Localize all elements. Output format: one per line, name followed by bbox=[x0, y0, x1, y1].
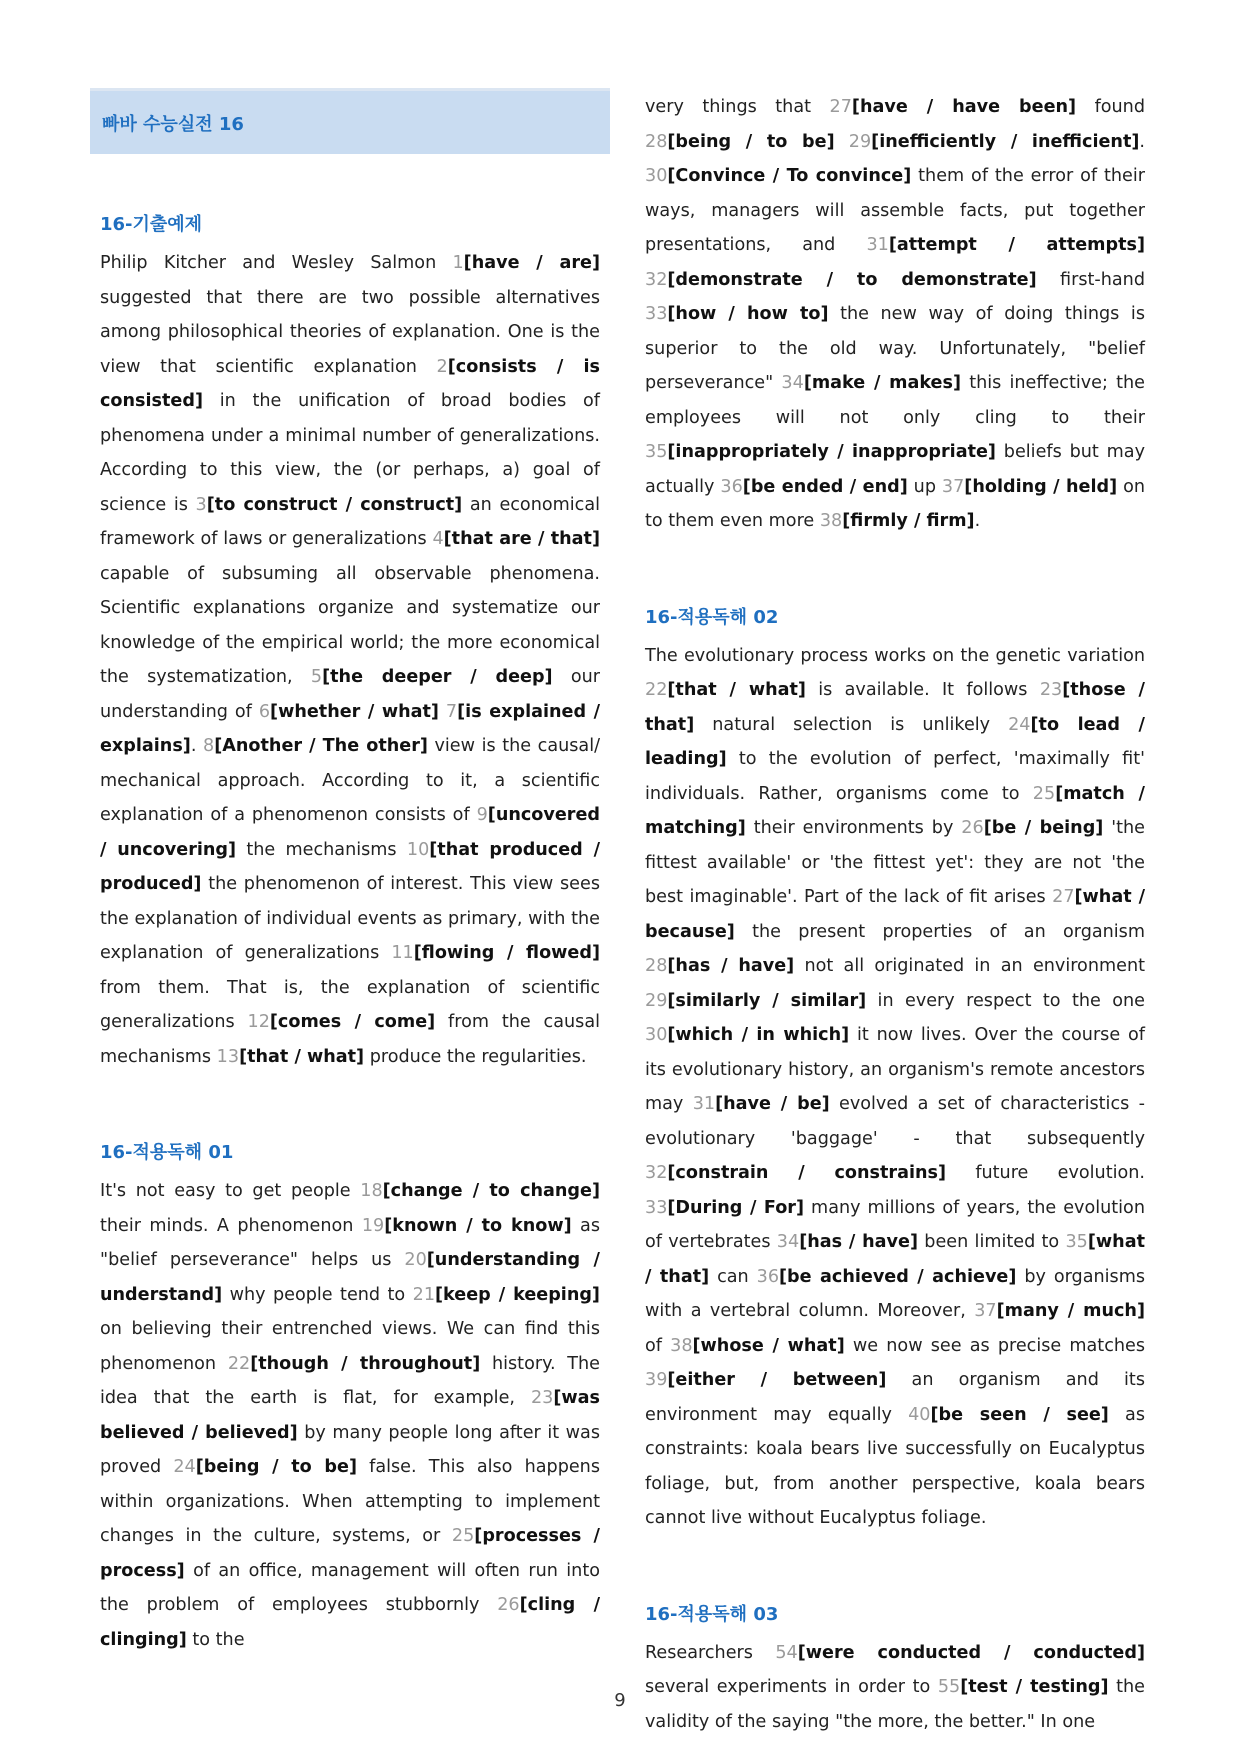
passage-text: our understanding of bbox=[100, 667, 600, 722]
passage-text: the present properties of an organism bbox=[734, 921, 1145, 942]
passage-text: this ineffective; the employees will not only cling to their bbox=[645, 373, 1146, 428]
answer-choice: [to lead / leading] bbox=[645, 714, 1145, 769]
page-number: 9 bbox=[614, 1690, 626, 1711]
passage-text: beliefs but may actually bbox=[645, 442, 1145, 497]
question-number: 25 bbox=[1032, 783, 1056, 804]
question-number: 28 bbox=[645, 131, 668, 152]
answer-choice: [is explained / explains] bbox=[100, 701, 600, 756]
passage-text: 'the fittest available' or 'the fittest yet': they are not 'the best imaginable'. Part of the lack of fit arises bbox=[645, 818, 1145, 907]
passage-text: very things that bbox=[645, 97, 830, 117]
question-number: 30 bbox=[645, 1025, 668, 1045]
passage-text: Philip Kitcher and Wesley Salmon bbox=[100, 253, 453, 273]
question-number: 27 bbox=[1052, 887, 1075, 907]
passage-text: suggested that there are two possible alternatives among philosophical theories of explanation. One is the view that scientific explanation bbox=[100, 287, 600, 377]
question-number: 24 bbox=[1008, 714, 1031, 735]
question-number: 7 bbox=[445, 701, 458, 722]
right-column bbox=[645, 90, 1145, 1739]
question-number: 26 bbox=[961, 818, 984, 838]
answer-choice: [which / in which] bbox=[667, 1025, 850, 1045]
question-number: 34 bbox=[781, 373, 804, 393]
passage-text: found bbox=[1076, 97, 1145, 117]
answer-choice: [test / testing] bbox=[960, 1677, 1109, 1697]
answer-choice: [demonstrate / to demonstrate] bbox=[667, 269, 1037, 290]
answer-choice: [whose / what] bbox=[692, 1335, 845, 1356]
passage-text: them of the error of their ways, managers will assemble facts, put together presentations, and bbox=[645, 166, 1145, 255]
question-number: 22 bbox=[645, 680, 668, 700]
answer-choice: [either / between] bbox=[667, 1370, 887, 1390]
section-title-jeokyong-03: 16-적용독해 03 bbox=[645, 1603, 779, 1625]
passage-text: is available. It follows bbox=[805, 680, 1040, 700]
question-number: 30 bbox=[645, 166, 668, 186]
answer-choice: [known / to know] bbox=[384, 1215, 572, 1236]
answer-choice: [attempt / attempts] bbox=[888, 235, 1146, 255]
question-number: 19 bbox=[361, 1215, 385, 1236]
passage-text: many millions of years, the evolution of vertebrates bbox=[645, 1197, 1145, 1252]
question-number: 35 bbox=[645, 442, 668, 462]
passage-text: evolved a set of characteristics - evolutionary 'baggage' - that subsequently bbox=[645, 1094, 1145, 1149]
question-number: 6 bbox=[258, 701, 271, 722]
question-number: 9 bbox=[476, 805, 488, 825]
question-number: 28 bbox=[645, 956, 668, 976]
question-number: 29 bbox=[645, 990, 668, 1011]
passage-text: it now lives. Over the course of its evolutionary history, an organism's remote ancestors may bbox=[645, 1025, 1145, 1114]
answer-choice: [being / to be] bbox=[667, 131, 835, 152]
question-number: 39 bbox=[645, 1370, 668, 1390]
answer-choice: [though / throughout] bbox=[250, 1353, 481, 1374]
question-number: 5 bbox=[310, 667, 323, 687]
answer-choice: [uncovered / uncovering] bbox=[100, 805, 600, 860]
question-number: 31 bbox=[692, 1094, 716, 1114]
answer-choice: [understanding / understand] bbox=[100, 1250, 600, 1305]
question-number: 12 bbox=[247, 1012, 270, 1032]
answer-choice: [similarly / similar] bbox=[667, 990, 867, 1011]
question-number: 25 bbox=[451, 1526, 475, 1546]
answer-choice: [was believed / believed] bbox=[100, 1388, 600, 1443]
passage-text: can bbox=[709, 1266, 757, 1287]
question-number: 26 bbox=[497, 1595, 520, 1615]
passage-text: in every respect to the one bbox=[866, 990, 1145, 1011]
question-number: 10 bbox=[406, 839, 430, 860]
question-number: 21 bbox=[412, 1284, 436, 1305]
question-number: 55 bbox=[937, 1677, 961, 1697]
passage-text: an economical framework of laws or generalizations bbox=[100, 494, 600, 549]
answer-choice: [have / be] bbox=[715, 1094, 830, 1114]
answer-choice: [that / what] bbox=[667, 680, 806, 700]
answer-choice: [Convince / To convince] bbox=[667, 166, 912, 186]
answer-choice: [keep / keeping] bbox=[435, 1284, 600, 1305]
question-number: 37 bbox=[941, 476, 965, 497]
answer-choice: [processes / process] bbox=[100, 1526, 600, 1581]
answer-choice: [that / what] bbox=[239, 1046, 365, 1067]
answer-choice: [flowing / flowed] bbox=[413, 943, 600, 963]
passage-text: their minds. A phenomenon bbox=[100, 1215, 362, 1236]
passage-text: the phenomenon of interest. This view sees the explanation of individual events as primary, with the explanation of generalizations bbox=[100, 874, 600, 963]
passage-text: to the evolution of perfect, 'maximally fit' individuals. Rather, organisms come to bbox=[645, 749, 1145, 804]
passage-text bbox=[835, 132, 849, 152]
passage-text: as "belief perseverance" helps us bbox=[100, 1215, 600, 1270]
passage-text: of an office, management will often run into the problem of employees stubbornly bbox=[100, 1560, 600, 1615]
question-number: 35 bbox=[1065, 1232, 1088, 1252]
answer-choice: [consists / is consisted] bbox=[100, 356, 600, 411]
left-column bbox=[100, 210, 600, 1657]
passage-text: up bbox=[907, 476, 942, 497]
passage-text: capable of subsuming all observable phenomena. Scientific explanations organize and systematize our knowledge of the empirical world; the more economical the systematization, bbox=[100, 563, 600, 687]
section-title-jeokyong-01: 16-적용독해 01 bbox=[100, 1142, 234, 1163]
passage-text: view is the causal/ mechanical approach. According to it, a scientific explanation of a phenomenon consists of bbox=[100, 736, 601, 825]
passage-text: . bbox=[974, 511, 981, 531]
question-number: 32 bbox=[645, 1163, 668, 1183]
answer-choice: [be / being] bbox=[983, 818, 1104, 838]
question-number: 24 bbox=[173, 1457, 196, 1477]
question-number: 20 bbox=[404, 1250, 427, 1270]
question-number: 4 bbox=[432, 529, 444, 549]
answer-choice: [inappropriately / inappropriate] bbox=[667, 442, 996, 462]
passage-text: on to them even more bbox=[645, 476, 1145, 531]
passage-text: several experiments in order to bbox=[645, 1677, 938, 1697]
passage-text: on believing their entrenched views. We can find this phenomenon bbox=[100, 1319, 600, 1374]
answer-choice: [cling / clinging] bbox=[100, 1595, 600, 1650]
question-number: 36 bbox=[756, 1266, 780, 1287]
passage-text: to the bbox=[186, 1629, 245, 1650]
passage-text: It's not easy to get people bbox=[100, 1181, 361, 1201]
section-text-gichul bbox=[100, 246, 600, 1074]
answer-choice: [the deeper / deep] bbox=[322, 667, 553, 687]
passage-text: history. The idea that the earth is flat, for example, bbox=[100, 1353, 600, 1408]
answer-choice: [make / makes] bbox=[803, 373, 961, 393]
passage-text: The evolutionary process works on the genetic variation bbox=[645, 645, 1145, 666]
passage-text: from them. That is, the explanation of scientific generalizations bbox=[100, 977, 600, 1032]
passage-text: not all originated in an environment bbox=[794, 956, 1145, 976]
answer-choice: [how / how to] bbox=[667, 304, 829, 324]
section-title-jeokyong-02: 16-적용독해 02 bbox=[645, 606, 779, 628]
answer-choice: [has / have] bbox=[667, 956, 795, 976]
section-text-jeokyong-01-part1 bbox=[100, 1174, 600, 1657]
answer-choice: [those / that] bbox=[645, 680, 1145, 735]
answer-choice: [be seen / see] bbox=[930, 1404, 1109, 1425]
answer-choice: [constrain / constrains] bbox=[667, 1163, 947, 1183]
passage-text: we now see as precise matches bbox=[844, 1335, 1146, 1356]
answer-choice: [Another / The other] bbox=[214, 736, 428, 756]
answer-choice: [to construct / construct] bbox=[206, 494, 463, 515]
passage-text: as constraints: koala bears live successfully on Eucalyptus foliage, but, from another perspective, koala bears cannot live without Eucalyptus foliage. bbox=[645, 1404, 1145, 1528]
answer-choice: [what / that] bbox=[645, 1232, 1145, 1287]
passage-text: by organisms with a vertebral column. Moreover, bbox=[645, 1266, 1146, 1321]
passage-text: first-hand bbox=[1036, 269, 1146, 290]
section-text-jeokyong-02 bbox=[645, 639, 1145, 1536]
page-header-box bbox=[90, 88, 610, 154]
passage-text: false. This also happens within organizations. When attempting to implement changes in the culture, systems, or bbox=[100, 1457, 601, 1546]
answer-choice: [During / For] bbox=[667, 1197, 805, 1218]
passage-text: by many people long after it was proved bbox=[100, 1422, 600, 1477]
answer-choice: [holding / held] bbox=[964, 476, 1118, 497]
answer-choice: [many / much] bbox=[996, 1301, 1145, 1321]
answer-choice: [change / to change] bbox=[382, 1181, 600, 1201]
question-number: 33 bbox=[645, 304, 668, 324]
answer-choice: [match / matching] bbox=[645, 783, 1145, 838]
passage-text: the mechanisms bbox=[236, 839, 407, 860]
passage-text: produce the regularities. bbox=[364, 1046, 587, 1067]
passage-text: an organism and its environment may equally bbox=[645, 1370, 1145, 1425]
passage-text: natural selection is unlikely bbox=[694, 714, 1009, 735]
question-number: 29 bbox=[848, 131, 872, 152]
passage-text: of bbox=[645, 1335, 671, 1356]
passage-text: their environments by bbox=[745, 818, 962, 838]
answer-choice: [whether / what] bbox=[270, 701, 439, 722]
question-number: 27 bbox=[829, 97, 852, 117]
question-number: 11 bbox=[391, 943, 414, 963]
answer-choice: [be achieved / achieve] bbox=[779, 1266, 1017, 1287]
question-number: 1 bbox=[452, 253, 464, 273]
answer-choice: [inefficiently / inefficient] bbox=[871, 131, 1140, 152]
answer-choice: [firmly / firm] bbox=[842, 511, 975, 531]
question-number: 34 bbox=[776, 1232, 800, 1252]
question-number: 23 bbox=[530, 1388, 554, 1408]
section-text-jeokyong-01-part2 bbox=[645, 90, 1145, 539]
answer-choice: [were conducted / conducted] bbox=[797, 1642, 1145, 1663]
section-text-jeokyong-03 bbox=[645, 1636, 1145, 1740]
question-number: 2 bbox=[436, 356, 448, 377]
answer-choice: [being / to be] bbox=[195, 1457, 357, 1477]
question-number: 23 bbox=[1039, 680, 1063, 700]
question-number: 54 bbox=[775, 1642, 798, 1663]
question-number: 40 bbox=[908, 1404, 931, 1425]
question-number: 8 bbox=[203, 736, 215, 756]
passage-text: Researchers bbox=[645, 1642, 776, 1663]
answer-choice: [has / have] bbox=[799, 1232, 919, 1252]
question-number: 22 bbox=[227, 1353, 251, 1374]
question-number: 13 bbox=[216, 1046, 240, 1067]
answer-choice: [that produced / produced] bbox=[100, 839, 601, 894]
answer-choice: [be ended / end] bbox=[742, 476, 908, 497]
passage-text: . bbox=[190, 736, 204, 756]
question-number: 18 bbox=[360, 1181, 383, 1201]
passage-text: from the causal mechanisms bbox=[100, 1012, 600, 1067]
question-number: 36 bbox=[720, 476, 743, 497]
question-number: 37 bbox=[974, 1301, 997, 1321]
passage-text bbox=[439, 702, 446, 722]
passage-text: the validity of the saying "the more, the better." In one bbox=[645, 1677, 1146, 1732]
question-number: 32 bbox=[645, 269, 668, 290]
passage-text: been limited to bbox=[918, 1232, 1066, 1252]
passage-text: future evolution. bbox=[946, 1163, 1145, 1183]
answer-choice: [that are / that] bbox=[443, 529, 600, 549]
question-number: 38 bbox=[670, 1335, 693, 1356]
passage-text: in the unification of broad bodies of phenomena under a minimal number of generalizations. According to this view, the (or perhaps, a) goal of science is bbox=[100, 391, 600, 515]
passage-text: why people tend to bbox=[222, 1284, 413, 1305]
passage-text: the new way of doing things is superior to the old way. Unfortunately, "belief perseverance" bbox=[645, 304, 1145, 393]
section-title-gichul: 16-기출예제 bbox=[100, 214, 203, 235]
question-number: 33 bbox=[645, 1197, 668, 1218]
question-number: 31 bbox=[866, 235, 889, 255]
answer-choice: [have / are] bbox=[463, 253, 601, 273]
question-number: 3 bbox=[195, 494, 207, 515]
question-number: 38 bbox=[819, 511, 843, 531]
answer-choice: [have / have been] bbox=[851, 97, 1077, 117]
page-header-title: 빠바 수능실전 16 bbox=[102, 113, 244, 135]
passage-text: . bbox=[1139, 131, 1145, 152]
answer-choice: [comes / come] bbox=[269, 1012, 436, 1032]
answer-choice: [what / because] bbox=[645, 887, 1146, 942]
